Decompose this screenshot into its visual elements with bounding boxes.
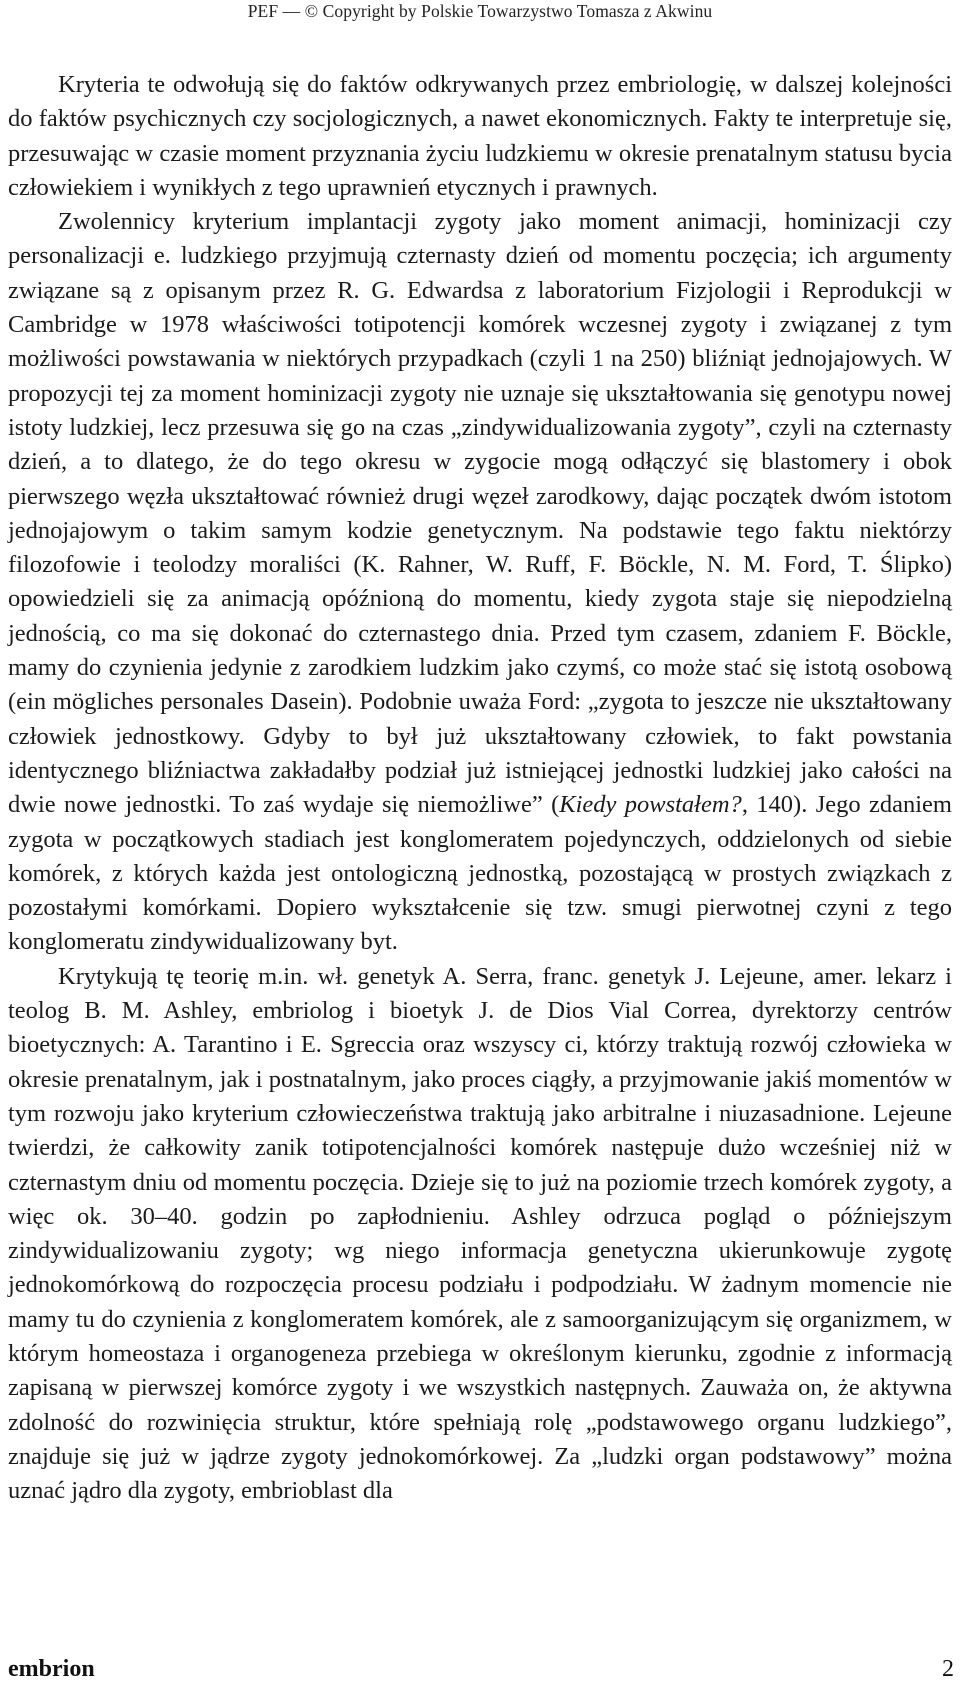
- page-number: 2: [942, 1656, 954, 1682]
- entry-term-footer: embrion: [8, 1656, 95, 1682]
- paragraph-2: [8, 205, 952, 960]
- paragraph-1: Kryteria te odwołują się do faktów odkrywanych przez embriologię, w dalszej kolejności do faktów psychicznych czy socjologicznych, a nawet ekonomicznych. Fakty te interpretuje się, przesuwając w czasie moment przyznania życiu ludzkiemu w okresie prenatalnym statusu bycia człowiekiem i wynikłych z tego uprawnień etycznych i prawnych.: [8, 71, 952, 201]
- paragraph-2-text-after: , 140). Jego zdaniem zygota w początkowych stadiach jest konglomeratem pojedynczych, oddzielonych od siebie komórek, z których każda jest ontologiczną jednostką, pozostającą w prostych związkach z pozostałymi komórkami. Dopiero wykształcenie się tzw. smugi pierwotnej czyni z tego konglomeratu zindywidualizowany byt.: [8, 791, 952, 956]
- paragraph-2-text: Zwolennicy kryterium implantacji zygoty jako moment animacji, hominizacji czy personalizacji e. ludzkiego przyjmują czternasty dzień od momentu poczęcia; ich argumenty związane są z opisanym przez R. G. Edwardsa z laboratorium Fizjologii i Reprodukcji w Cambridge w 1978 właściwości totipotencji komórek wczesnej zygoty i związanej z tym możliwości powstawania w niektórych przypadkach (czyli 1 na 250) bliźniąt jednojajowych. W propozycji tej za moment hominizacji zygoty nie uznaje się ukształtowania się genotypu nowej istoty ludzkiej, lecz przesuwa się go na czas „zindywidualizowania zygoty”, czyli na czternasty dzień, a to dlatego, że do tego okresu w zygocie mogą odłączyć się blastomery i obok pierwszego węzła ukształtować również drugi węzeł zarodkowy, dając początek dwóm istotom jednojajowym o takim samym kodzie genetycznym. Na podstawie tego faktu niektórzy filozofowie i teolodzy moraliści (K. Rahner, W. Ruff, F. Böckle, N. M. Ford, T. Ślipko) opowiedzieli się za animacją opóźnioną do momentu, kiedy zygota staje się niepodzielną jednością, co ma się dokonać do czternastego dnia. Przed tym czasem, zdaniem F. Böckle, mamy do czynienia jedynie z zarodkiem ludzkim jako czymś, co może stać się istotą osobową (ein mögliches personales Dasein). Podobnie uważa Ford: „zygota to jeszcze nie ukształtowany człowiek jednostkowy. Gdyby to był już ukształtowany człowiek, to fakt powstania identycznego bliźniactwa zakładałby podział już istniejącej jednostki ludzkiej jako całości na dwie nowe jednostki. To zaś wydaje się niemożliwe” (: [8, 208, 952, 819]
- cited-title: Kiedy powstałem?: [559, 791, 742, 819]
- copyright-header: PEF — © Copyright by Polskie Towarzystwo Tomasza z Akwinu: [247, 1, 713, 21]
- paragraph-3: Krytykują tę teorię m.in. wł. genetyk A. Serra, franc. genetyk J. Lejeune, amer. lekarz i teolog B. M. Ashley, embriolog i bioetyk J. de Dios Vial Correa, dyrektorzy centrów bioetycznych: A. Tarantino i E. Sgreccia oraz wszyscy ci, którzy traktują rozwój człowieka w okresie prenatalnym, jak i postnatalnym, jako proces ciągły, a przyjmowanie jakiś momentów w tym rozwoju jako kryterium człowieczeństwa traktują jako arbitralne i niuzasadnione. Lejeune twierdzi, że całkowity zanik totipotencjalności komórek następuje dużo wcześniej niż w czternastym dniu od momentu poczęcia. Dzieje się to już na poziomie trzech komórek zygoty, a więc ok. 30–40. godzin po zapłodnieniu. Ashley odrzuca pogląd o późniejszym zindywidualizowaniu zygoty; wg niego informacja genetyczna ukierunkowuje zygotę jednokomórkową do rozpoczęcia procesu podziału i podpodziału. W żadnym momencie nie mamy tu do czynienia z konglomeratem komórek, ale z samoorganizującym się organizmem, w którym homeostaza i organogeneza przebiega w określonym kierunku, zgodnie z informacją zapisaną w pierwszej komórce zygoty i we wszystkich następnych. Zauważa on, że aktywna zdolność do rozwinięcia struktur, które spełniają rolę „podstawowego organu ludzkiego”, znajduje się już w jądrze zygoty jednokomórkowej. Za „ludzki organ podstawowy” można uznać jądro dla zygoty, embrioblast dla: [8, 962, 952, 1505]
- article-body: [8, 68, 952, 1508]
